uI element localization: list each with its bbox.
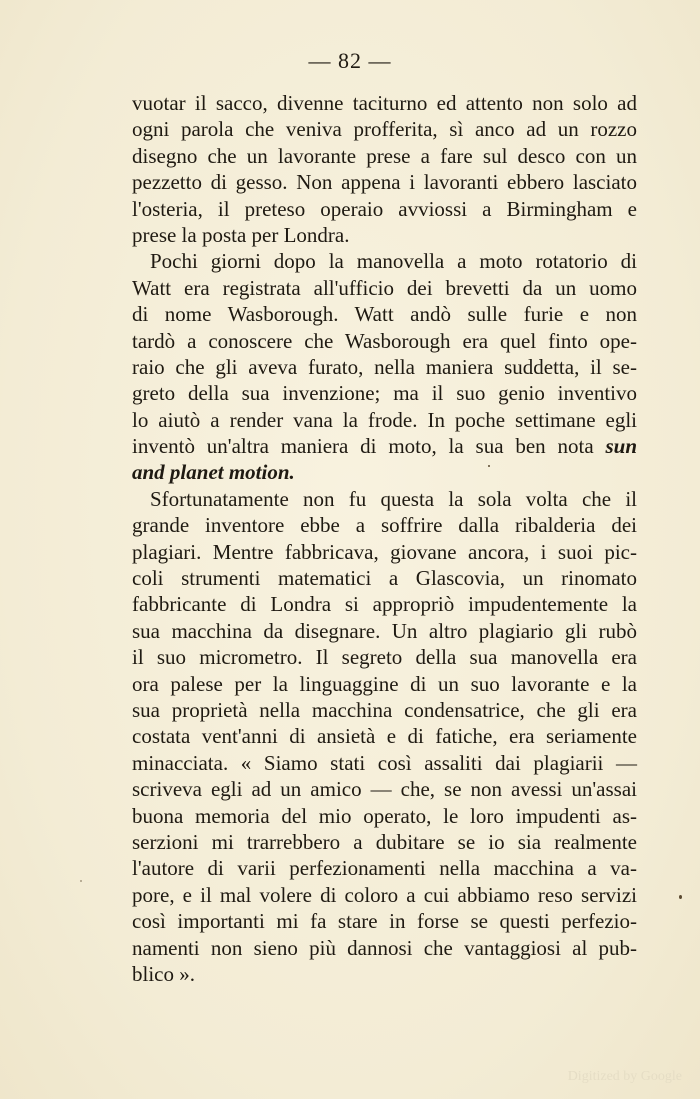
ink-speck [488,465,490,467]
text-line: di nome Wasborough. Watt andò sulle furie e non [132,302,637,327]
text-line: namenti non sieno più dannosi che vantaggiosi al pub- [132,935,637,960]
body-text [132,90,637,987]
text-line: l'autore di varii perfezionamenti nella macchina a va- [132,856,637,881]
watermark: Digitized by Google [567,1069,682,1084]
text-line: pore, e il mal volere di coloro a cui abbiamo reso servizi [132,882,637,907]
text-line: coli strumenti matematici a Glascovia, un rinomato [132,566,637,591]
text-line: così importanti mi fa stare in forse se questi perfezio- [132,909,637,934]
text-line: serzioni mi trarrebbero a dubitare se io sia realmente [132,829,637,854]
text-line: vuotar il sacco, divenne taciturno ed attento non solo ad [132,91,637,115]
text-line: fabbricante di Londra si appropriò impudentemente la [132,592,637,617]
text-line: il suo micrometro. Il segreto della sua manovella era [132,645,637,670]
text-line: grande inventore ebbe a soffrire dalla ribalderia dei [132,513,637,538]
text-line: tardò a conoscere che Wasborough era quel finto ope- [132,328,637,353]
text-line: blico ». [132,961,195,986]
text-line: pezzetto di gesso. Non appena i lavoranti ebbero lasciato [132,170,637,195]
text-line: Watt era registrata all'ufficio dei brevetti da un uomo [132,275,637,300]
text-line: Sfortunatamente non fu questa la sola volta che il [150,486,637,511]
page-number: — 82 — [308,48,392,73]
text-line: greto della sua invenzione; ma il suo genio inventivo [132,381,637,406]
emphasis-text: and planet motion. [132,460,295,485]
text-line: ora palese per la linguaggine di un suo lavorante e la [132,671,637,696]
text-line: lo aiutò a render vana la frode. In poche settimane egli [132,407,637,432]
text-line: Pochi giorni dopo la manovella a moto rotatorio di [150,249,637,274]
emphasis-text: sun [605,434,637,459]
text-segment: inventò un'altra maniera di moto, la sua ben nota [132,434,594,459]
text-line: disegno che un lavorante prese a fare sul desco con un [132,143,637,168]
text-line: ogni parola che veniva profferita, sì anco ad un rozzo [132,117,637,142]
text-line: buona memoria del mio operato, le loro impudenti as- [132,803,637,828]
text-line: sua macchina da disegnare. Un altro plagiario gli rubò [132,618,637,643]
text-line: sua proprietà nella macchina condensatrice, che gli era [132,697,637,722]
text-line: minacciata. « Siamo stati così assaliti dai plagiarii — [132,750,637,775]
text-line: raio che gli aveva furato, nella maniera suddetta, il se- [132,354,637,379]
text-line: scriveva egli ad un amico — che, se non avessi un'assai [132,777,637,802]
text-line-with-emphasis [132,433,637,459]
text-line: prese la posta per Londra. [132,222,350,247]
ink-speck [80,880,82,882]
text-line [132,459,637,485]
text-line: costata vent'anni di ansietà e di fatiche, era seriamente [132,724,637,749]
text-line: plagiari. Mentre fabbricava, giovane ancora, i suoi pic- [132,539,637,564]
ink-speck [679,895,682,899]
text-line: l'osteria, il preteso operaio avviossi a Birmingham e [132,196,637,221]
